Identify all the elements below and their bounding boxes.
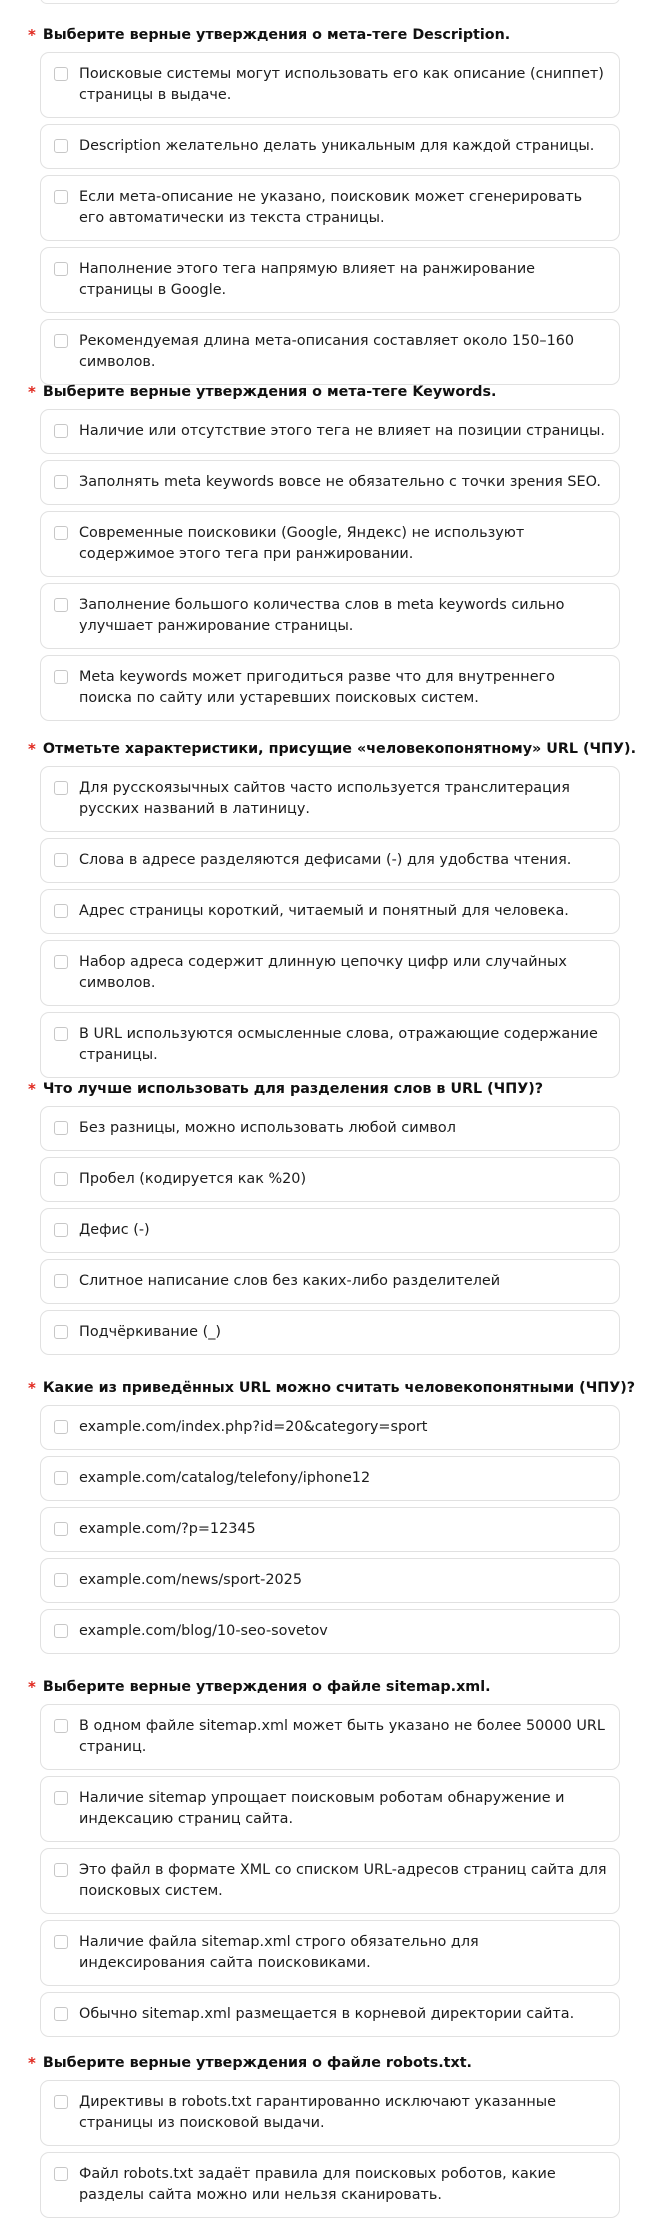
option-label: Дефис (-) (79, 1222, 150, 1238)
question-7 (28, 2046, 628, 2224)
checkbox[interactable] (54, 139, 68, 153)
option-3-3[interactable] (40, 889, 620, 934)
option-5-1[interactable] (40, 1405, 620, 1450)
option-label: example.com/blog/10-seo-sovetov (79, 1623, 328, 1639)
option-label: Без разницы, можно использовать любой символ (79, 1120, 456, 1136)
question-title (28, 375, 628, 409)
option-2-3[interactable] (40, 511, 620, 577)
option-6-1[interactable] (40, 1704, 620, 1770)
option-label: example.com/catalog/telefony/iphone12 (79, 1470, 371, 1486)
option-4-4[interactable] (40, 1259, 620, 1304)
option-3-2[interactable] (40, 838, 620, 883)
checkbox[interactable] (54, 334, 68, 348)
checkbox[interactable] (54, 1325, 68, 1339)
option-6-5[interactable] (40, 1992, 620, 2037)
question-5 (28, 1371, 636, 1660)
checkbox[interactable] (54, 1863, 68, 1877)
option-label: Слова в адресе разделяются дефисами (-) для удобства чтения. (79, 852, 572, 868)
question-title-text: Какие из приведённых URL можно считать человекопонятными (ЧПУ)? (42, 1380, 636, 1396)
checkbox[interactable] (54, 2007, 68, 2021)
checkbox[interactable] (54, 670, 68, 684)
question-4 (28, 1072, 628, 1361)
option-label: Meta keywords может пригодиться разве что для внутреннего поиска по сайту или устаревших поисковых систем. (79, 669, 555, 706)
option-label: example.com/?p=12345 (79, 1521, 256, 1537)
option-label: Наличие или отсутствие этого тега не влияет на позиции страницы. (79, 423, 605, 439)
option-1-4[interactable] (40, 247, 620, 313)
option-3-4[interactable] (40, 940, 620, 1006)
option-label: Пробел (кодируется как %20) (79, 1171, 307, 1187)
option-7-2[interactable] (40, 2152, 620, 2218)
option-label: example.com/index.php?id=20&category=sport (79, 1419, 428, 1435)
option-label: Заполнять meta keywords вовсе не обязательно с точки зрения SEO. (79, 474, 601, 490)
checkbox[interactable] (54, 2167, 68, 2181)
required-asterisk: * (28, 1080, 36, 1098)
option-label: Наполнение этого тега напрямую влияет на ранжирование страницы в Google. (79, 261, 536, 298)
option-1-2[interactable] (40, 124, 620, 169)
question-title-text: Выберите верные утверждения о мета-теге Keywords. (42, 384, 497, 400)
option-5-5[interactable] (40, 1609, 620, 1654)
checkbox[interactable] (54, 853, 68, 867)
option-label: Description желательно делать уникальным для каждой страницы. (79, 138, 595, 154)
checkbox[interactable] (54, 1624, 68, 1638)
checkbox[interactable] (54, 1223, 68, 1237)
checkbox[interactable] (54, 1573, 68, 1587)
checkbox[interactable] (54, 1274, 68, 1288)
question-title (28, 2046, 628, 2080)
question-title-text: Отметьте характеристики, присущие «человекопонятному» URL (ЧПУ). (42, 741, 637, 757)
option-label: Файл robots.txt задаёт правила для поисковых роботов, какие разделы сайта можно или нельзя сканировать. (79, 2166, 556, 2203)
question-title (28, 1072, 628, 1106)
option-label: Наличие файла sitemap.xml строго обязательно для индексирования сайта поисковиками. (79, 1934, 479, 1971)
question-title-text: Что лучше использовать для разделения слов в URL (ЧПУ)? (42, 1081, 544, 1097)
checkbox[interactable] (54, 904, 68, 918)
required-asterisk: * (28, 1379, 36, 1397)
checkbox[interactable] (54, 526, 68, 540)
question-title (28, 732, 637, 766)
option-label: Если мета-описание не указано, поисковик может сгенерировать его автоматически из текста страницы. (79, 189, 583, 226)
question-2 (28, 375, 628, 727)
option-6-2[interactable] (40, 1776, 620, 1842)
option-label: Поисковые системы могут использовать его как описание (сниппет) страницы в выдаче. (79, 66, 604, 103)
option-label: Это файл в формате XML со списком URL-адресов страниц сайта для поисковых систем. (79, 1862, 607, 1899)
option-2-5[interactable] (40, 655, 620, 721)
option-3-5[interactable] (40, 1012, 620, 1078)
checkbox[interactable] (54, 190, 68, 204)
checkbox[interactable] (54, 1719, 68, 1733)
checkbox[interactable] (54, 1791, 68, 1805)
checkbox[interactable] (54, 262, 68, 276)
question-title (28, 1371, 636, 1405)
option-label: Обычно sitemap.xml размещается в корневой директории сайта. (79, 2006, 575, 2022)
option-label: Для русскоязычных сайтов часто используется транслитерация русских названий в латиницу. (79, 780, 570, 817)
required-asterisk: * (28, 2054, 36, 2072)
checkbox[interactable] (54, 598, 68, 612)
option-2-1[interactable] (40, 409, 620, 454)
checkbox[interactable] (54, 1121, 68, 1135)
option-4-3[interactable] (40, 1208, 620, 1253)
option-label: Заполнение большого количества слов в meta keywords сильно улучшает ранжирование страницы. (79, 597, 565, 634)
option-label: Современные поисковики (Google, Яндекс) не используют содержимое этого тега при ранжировании. (79, 525, 525, 562)
option-6-3[interactable] (40, 1848, 620, 1914)
option-label: Рекомендуемая длина мета-описания составляет около 150–160 символов. (79, 333, 575, 370)
option-label: Директивы в robots.txt гарантированно исключают указанные страницы из поисковой выдачи. (79, 2094, 557, 2131)
question-3 (28, 732, 637, 1084)
checkbox[interactable] (54, 955, 68, 969)
checkbox[interactable] (54, 1172, 68, 1186)
option-label: example.com/news/sport-2025 (79, 1572, 302, 1588)
question-title-text: Выберите верные утверждения о файле sitemap.xml. (42, 1679, 491, 1695)
option-4-2[interactable] (40, 1157, 620, 1202)
checkbox[interactable] (54, 67, 68, 81)
option-5-4[interactable] (40, 1558, 620, 1603)
checkbox[interactable] (54, 1522, 68, 1536)
option-2-2[interactable] (40, 460, 620, 505)
checkbox[interactable] (54, 1027, 68, 1041)
required-asterisk: * (28, 740, 36, 758)
option-4-1[interactable] (40, 1106, 620, 1151)
checkbox[interactable] (54, 1471, 68, 1485)
option-label: Подчёркивание (_) (79, 1324, 222, 1340)
option-1-1[interactable] (40, 52, 620, 118)
option-label: Адрес страницы короткий, читаемый и понятный для человека. (79, 903, 569, 919)
option-5-2[interactable] (40, 1456, 620, 1501)
option-2-4[interactable] (40, 583, 620, 649)
option-label: В URL используются осмысленные слова, отражающие содержание страницы. (79, 1026, 598, 1063)
option-4-5[interactable] (40, 1310, 620, 1355)
question-title-text: Выберите верные утверждения о файле robots.txt. (42, 2055, 472, 2071)
option-label: Слитное написание слов без каких-либо разделителей (79, 1273, 501, 1289)
required-asterisk: * (28, 26, 36, 44)
previous-question-card (40, 0, 620, 4)
required-asterisk: * (28, 383, 36, 401)
checkbox[interactable] (54, 1420, 68, 1434)
option-7-1[interactable] (40, 2080, 620, 2146)
option-label: Наличие sitemap упрощает поисковым роботам обнаружение и индексацию страниц сайта. (79, 1790, 565, 1827)
question-1 (28, 18, 628, 391)
option-6-4[interactable] (40, 1920, 620, 1986)
option-label: Набор адреса содержит длинную цепочку цифр или случайных символов. (79, 954, 567, 991)
question-title-text: Выберите верные утверждения о мета-теге Description. (42, 27, 511, 43)
checkbox[interactable] (54, 424, 68, 438)
option-3-1[interactable] (40, 766, 620, 832)
question-6 (28, 1670, 628, 2043)
checkbox[interactable] (54, 781, 68, 795)
checkbox[interactable] (54, 2095, 68, 2109)
question-title (28, 18, 628, 52)
required-asterisk: * (28, 1678, 36, 1696)
option-1-3[interactable] (40, 175, 620, 241)
option-label: В одном файле sitemap.xml может быть указано не более 50000 URL страниц. (79, 1718, 605, 1755)
checkbox[interactable] (54, 475, 68, 489)
checkbox[interactable] (54, 1935, 68, 1949)
option-5-3[interactable] (40, 1507, 620, 1552)
question-title (28, 1670, 628, 1704)
